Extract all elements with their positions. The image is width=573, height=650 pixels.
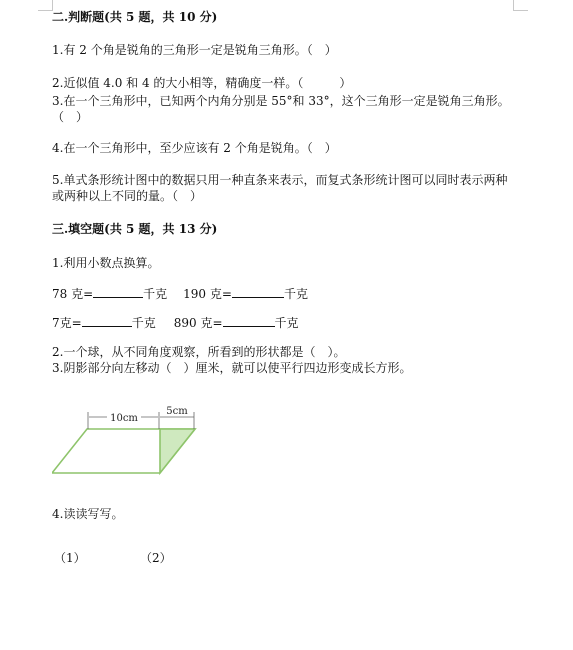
conversion-b-unit: 千克 xyxy=(283,287,308,301)
answer-blank[interactable] xyxy=(223,315,275,327)
shaded-triangle xyxy=(160,429,195,473)
subitem-1: （1） xyxy=(54,551,86,565)
conversion-b-prefix: 190 克= xyxy=(183,287,232,301)
conversion-d-prefix: 890 克= xyxy=(173,316,223,330)
judgment-question-5: 5.单式条形统计图中的数据只用一种直条来表示，而复式条形统计图可以同时表示两种或两种以上不同的量。（ ） xyxy=(52,173,508,203)
parallelogram-figure xyxy=(52,402,212,482)
conversion-d-unit: 千克 xyxy=(274,316,299,330)
conversion-c-unit: 千克 xyxy=(131,316,156,330)
section-heading-fill-in: 三.填空题(共 5 题，共 13 分) xyxy=(52,222,218,236)
page-corner-mark xyxy=(513,0,528,11)
judgment-question-1: 1.有 2 个角是锐角的三角形一定是锐角三角形。（ ） xyxy=(52,43,337,57)
judgment-question-4: 4.在一个三角形中，至少应该有 2 个角是锐角。（ ） xyxy=(52,141,337,155)
judgment-question-3: 3.在一个三角形中，已知两个内角分别是 55°和 33°，这个三角形一定是锐角三角形。（ ） xyxy=(52,94,510,124)
conversion-row-2 xyxy=(52,315,299,331)
answer-blank[interactable] xyxy=(232,286,284,298)
fill-question-4: 4.读读写写。 xyxy=(52,507,124,521)
label-10cm: 10cm xyxy=(110,413,138,424)
subitem-2: （2） xyxy=(140,551,172,565)
page-corner-mark xyxy=(38,0,53,11)
conversion-a-prefix: 78 克= xyxy=(52,287,94,301)
answer-blank[interactable] xyxy=(93,286,143,298)
section-heading-judgment: 二.判断题(共 5 题，共 10 分) xyxy=(52,10,218,24)
judgment-question-2: 2.近似值 4.0 和 4 的大小相等，精确度一样。（ ） xyxy=(52,76,352,90)
conversion-a-unit: 千克 xyxy=(143,287,168,301)
fill-question-2: 2.一个球，从不同角度观察，所看到的形状都是（ ）。 xyxy=(52,345,346,359)
label-5cm: 5cm xyxy=(166,406,188,417)
conversion-row-1 xyxy=(52,286,308,302)
conversion-c-prefix: 7克= xyxy=(52,316,82,330)
fill-question-1: 1.利用小数点换算。 xyxy=(52,256,160,270)
answer-blank[interactable] xyxy=(82,315,132,327)
fill-question-3: 3.阴影部分向左移动（ ）厘米，就可以使平行四边形变成长方形。 xyxy=(52,361,412,375)
